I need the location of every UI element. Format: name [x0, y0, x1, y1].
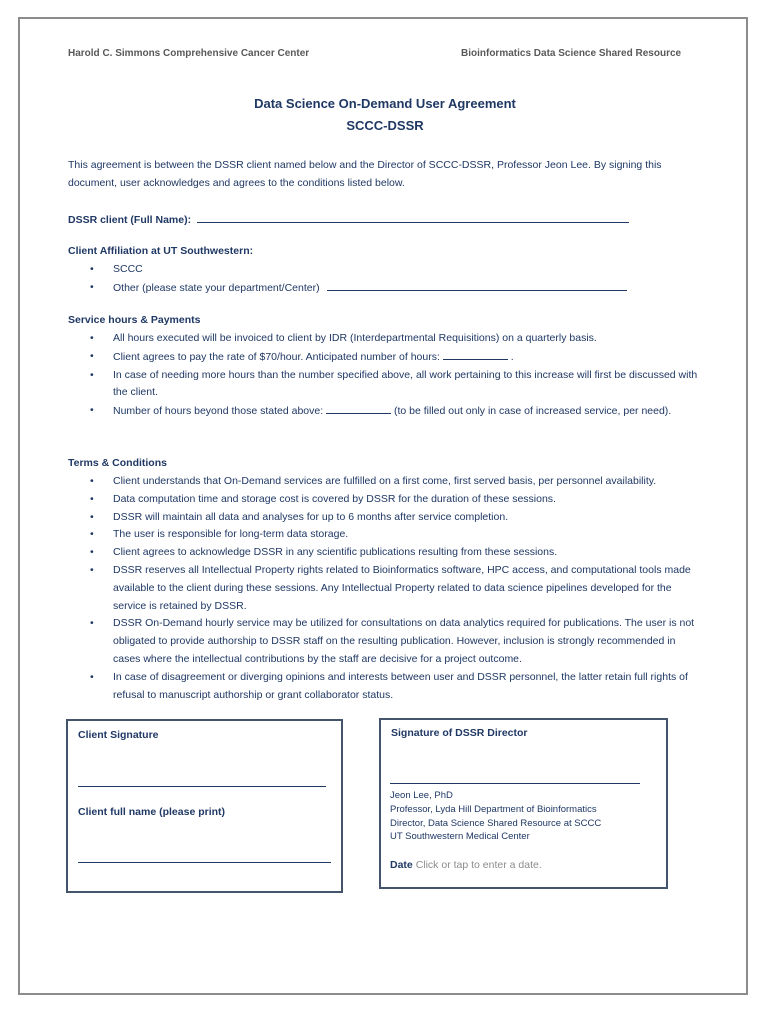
service-item: • Number of hours beyond those stated above: (to be filled out only in case of increased service, per need). [90, 402, 700, 421]
affiliation-option-sccc[interactable]: • SCCC [90, 261, 700, 279]
date-picker-field[interactable]: Click or tap to enter a date. [415, 859, 542, 871]
terms-item: • Data computation time and storage cost is covered by DSSR for the duration of these sessions. [90, 491, 700, 509]
terms-item: • DSSR reserves all Intellectual Property rights related to Bioinformatics software, HPC access, and computational tools made available to the client during these sessions. Any Intellectual Property related to data science pipelines developed for the service is retained by DSSR. [90, 562, 700, 615]
document-title: Data Science On-Demand User Agreement [254, 96, 516, 111]
header-left: Harold C. Simmons Comprehensive Cancer Center [68, 48, 310, 59]
director-name: Jeon Lee, PhD [390, 790, 453, 801]
director-signature-line[interactable] [390, 783, 640, 784]
intro-paragraph: This agreement is between the DSSR client named below and the Director of SCCC-DSSR, Professor Jeon Lee. By signing this document, user acknowledges and agrees to the conditions listed below. [68, 159, 662, 189]
terms-item: • Client understands that On-Demand services are fulfilled on a first come, first served basis, per personnel availability. [90, 473, 700, 491]
director-signature-label: Signature of DSSR Director [391, 727, 528, 739]
service-item: • In case of needing more hours than the number specified above, all work pertaining to this increase will first be discussed with the client. [90, 367, 700, 403]
client-name-row [68, 211, 629, 226]
other-department-field[interactable] [327, 279, 627, 291]
anticipated-hours-field[interactable] [443, 348, 508, 360]
terms-list [90, 473, 700, 704]
service-item: • All hours executed will be invoiced to client by IDR (Interdepartmental Requisitions) on a quarterly basis. [90, 330, 700, 348]
client-name-label: DSSR client (Full Name): [68, 214, 192, 226]
terms-item: • The user is responsible for long-term data storage. [90, 526, 700, 544]
client-full-name-line[interactable] [78, 862, 331, 863]
director-title-1: Professor, Lyda Hill Department of Bioinformatics [390, 803, 597, 815]
terms-item: • DSSR On-Demand hourly service may be utilized for consultations on data analytics required for publications. The user is not obligated to provide authorship to DSSR staff on the resulting publication. However, inclusion is strongly recommended in cases where the intellectual contributions by the staff are decisive for a project outcome. [90, 615, 700, 668]
header-right: Bioinformatics Data Science Shared Resource [461, 48, 682, 59]
terms-item: • In case of disagreement or diverging opinions and interests between user and DSSR personnel, the latter retain full rights of refusal to manuscript authorship or grant collaborator status. [90, 669, 700, 705]
service-list [90, 330, 700, 421]
client-signature-label: Client Signature [78, 729, 159, 741]
service-item: • Client agrees to pay the rate of $70/hour. Anticipated number of hours: . [90, 348, 700, 367]
document-subtitle: SCCC-DSSR [346, 118, 424, 133]
affiliation-option-other[interactable]: • Other (please state your department/Center) [90, 279, 700, 298]
additional-hours-field[interactable] [326, 402, 391, 414]
affiliation-list [90, 261, 700, 298]
terms-label: Terms & Conditions [68, 457, 167, 469]
service-label: Service hours & Payments [68, 314, 201, 326]
terms-item: • Client agrees to acknowledge DSSR in any scientific publications resulting from these sessions. [90, 544, 700, 562]
affiliation-label: Client Affiliation at UT Southwestern: [68, 245, 254, 257]
client-signature-line[interactable] [78, 786, 326, 787]
client-name-field[interactable] [197, 211, 629, 223]
date-row [390, 859, 542, 871]
director-info [390, 789, 601, 844]
terms-item: • DSSR will maintain all data and analyses for up to 6 months after service completion. [90, 509, 700, 527]
director-title-2: Director, Data Science Shared Resource at SCCC [390, 817, 602, 829]
director-org: UT Southwestern Medical Center [390, 831, 530, 843]
date-label: Date [390, 859, 413, 871]
client-full-name-label: Client full name (please print) [78, 806, 226, 818]
